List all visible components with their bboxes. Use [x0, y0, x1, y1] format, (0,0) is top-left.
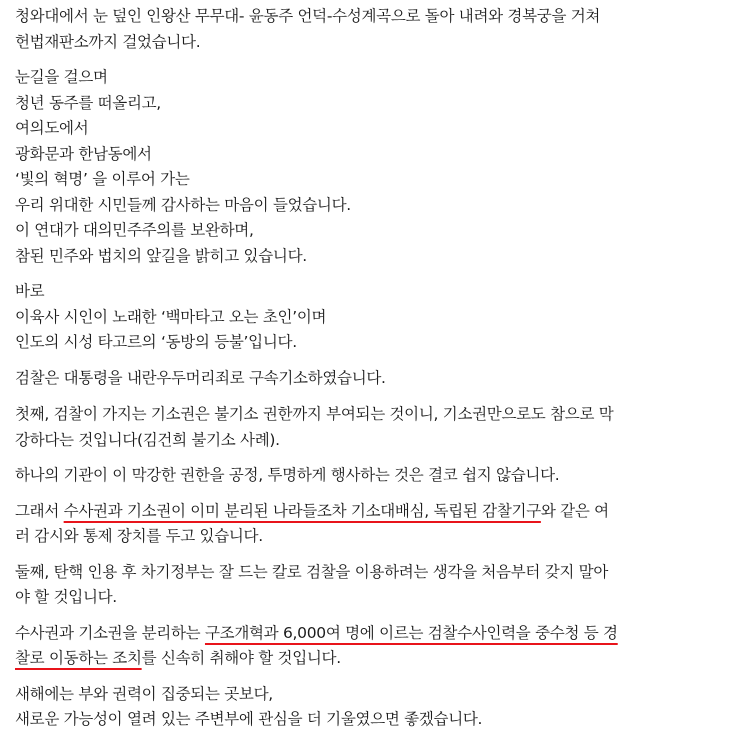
text-line: 이 연대가 대의민주주의를 보완하며,: [15, 221, 254, 239]
highlighted-text: 구조개혁과 6,000여 명에 이르는 검찰수사인력을 중수청 등 경: [204, 623, 618, 642]
text-line: 러 감시와 통제 장치를 두고 있습니다.: [15, 527, 263, 545]
text-line: 여의도에서: [15, 119, 89, 137]
text-line: 새로운 가능성이 열려 있는 주변부에 관심을 더 기울였으면 좋겠습니다.: [15, 710, 483, 728]
text-segment: 를 신속히 취해야 할 것입니다.: [141, 649, 341, 667]
text-line: 참된 민주와 법치의 앞길을 밝히고 있습니다.: [15, 246, 307, 265]
text-line: [15, 499, 730, 525]
paragraph-new-year: [15, 682, 730, 733]
text-line: 검찰은 대통령을 내란우두머리죄로 구속기소하였습니다.: [15, 368, 386, 387]
paragraph-gratitude-poem: [15, 65, 730, 269]
text-segment: 수사권과 기소권을 분리하는: [15, 623, 205, 642]
text-line: 하나의 기관이 이 막강한 권한을 공정, 투명하게 행사하는 것은 결코 쉽지 않습니다.: [15, 466, 560, 484]
text-line: ‘빛의 혁명’ 을 이루어 가는: [15, 170, 190, 188]
paragraph-oversight: [15, 499, 730, 550]
text-line: 눈길을 걸으며: [15, 68, 108, 86]
paragraph-walk-route: [15, 4, 730, 55]
text-line: 강하다는 것입니다(김건희 불기소 사례).: [15, 430, 280, 449]
paragraph-second-point: [15, 560, 730, 611]
highlighted-text: 수사권과 기소권이 이미 분리된 나라들조차 기소대배심, 독립된 감찰기구: [63, 501, 541, 520]
text-line: 이육사 시인이 노래한 ‘백마타고 오는 초인’이며: [15, 307, 327, 326]
text-segment: 그래서: [15, 501, 64, 520]
text-line: 청와대에서 눈 덮인 인왕산 무무대- 윤동주 언덕-수성계곡으로 돌아 내려와 경복궁을 거쳐: [15, 7, 601, 25]
text-line: [15, 621, 730, 647]
paragraph-first-point: [15, 402, 730, 453]
highlighted-text: 찰로 이동하는 조치: [15, 649, 142, 667]
text-line: 인도의 시성 타고르의 ‘동방의 등불’입니다.: [15, 333, 297, 351]
text-line: 둘째, 탄핵 인용 후 차기정부는 잘 드는 칼로 검찰을 이용하려는 생각을 처음부터 갖지 말아: [15, 562, 609, 581]
text-line: 청년 동주를 떠올리고,: [15, 93, 161, 112]
text-line: 헌법재판소까지 걸었습니다.: [15, 32, 201, 51]
text-line: 야 할 것입니다.: [15, 588, 117, 606]
text-line: 바로: [15, 282, 45, 300]
post-body: [15, 4, 730, 733]
text-line: 광화문과 한남동에서: [15, 144, 152, 163]
paragraph-power: [15, 463, 730, 489]
text-line: 첫째, 검찰이 가지는 기소권은 불기소 권한까지 부여되는 것이니, 기소권만으로도 참으로 막: [15, 405, 614, 423]
paragraph-reform: [15, 621, 730, 672]
paragraph-poets: [15, 279, 730, 356]
text-line: [15, 646, 730, 672]
text-line: 우리 위대한 시민들께 감사하는 마음이 들었습니다.: [15, 195, 351, 214]
text-segment: 와 같은 여: [540, 501, 609, 520]
paragraph-indictment: [15, 366, 730, 392]
text-line: 새해에는 부와 권력이 집중되는 곳보다,: [15, 684, 273, 703]
